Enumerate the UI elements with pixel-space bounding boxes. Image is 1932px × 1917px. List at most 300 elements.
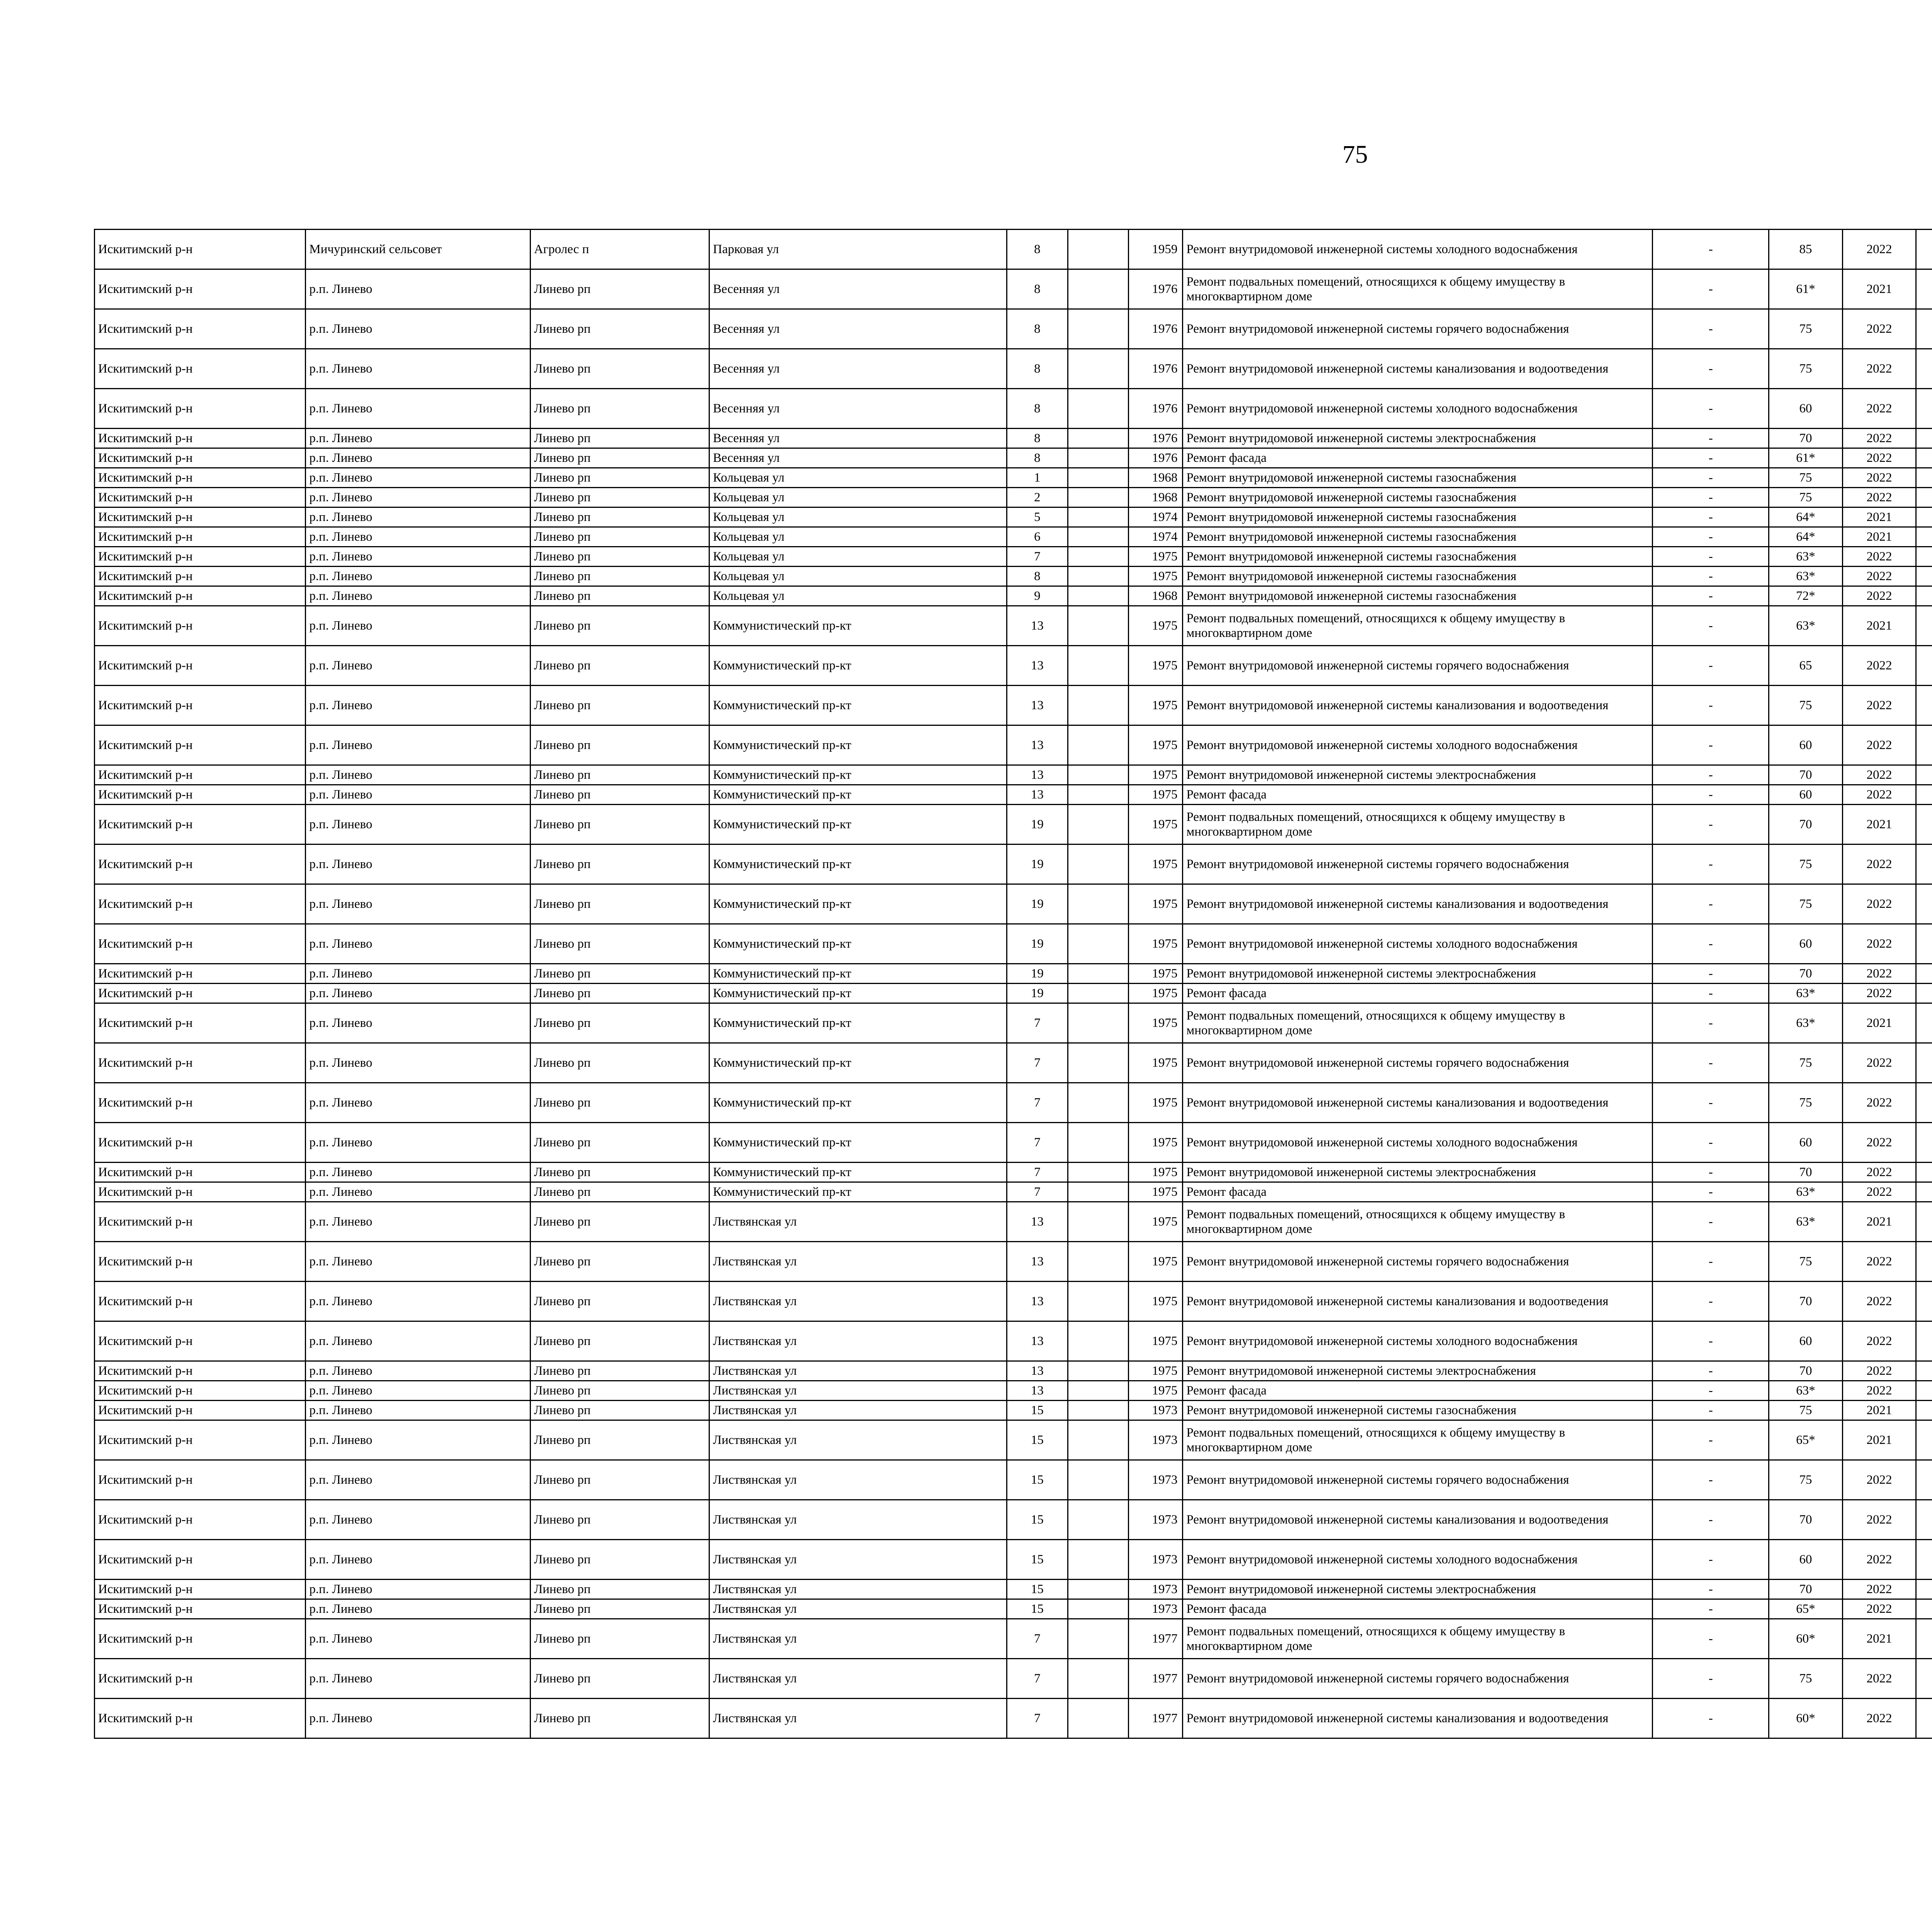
cell-house-number: 15 (1007, 1460, 1068, 1500)
cell-dash: - (1653, 448, 1769, 468)
cell-year-end (1916, 1500, 1932, 1540)
table-row (95, 785, 1932, 805)
cell-wear-percent: 70 (1769, 805, 1842, 844)
cell-dash: - (1653, 1699, 1769, 1738)
cell-house-number: 13 (1007, 1202, 1068, 1242)
cell-wear-percent: 75 (1769, 349, 1842, 389)
cell-dash: - (1653, 1202, 1769, 1242)
cell-year-end (1916, 805, 1932, 844)
cell-dash: - (1653, 586, 1769, 606)
table-row (95, 1043, 1932, 1083)
cell-district: Искитимский р-н (95, 1381, 306, 1401)
page-number: 75 (1342, 140, 1368, 169)
cell-dash: - (1653, 984, 1769, 1003)
cell-building (1068, 567, 1128, 586)
cell-year-start: 2022 (1842, 1123, 1916, 1163)
cell-municipality: р.п. Линево (306, 1420, 531, 1460)
cell-building (1068, 488, 1128, 507)
cell-work-type: Ремонт внутридомовой инженерной системы горячего водоснабжения (1183, 646, 1653, 686)
cell-year-start: 2022 (1842, 1540, 1916, 1580)
cell-settlement: Линево рп (530, 646, 709, 686)
cell-year-end (1916, 507, 1932, 527)
cell-street: Весенняя ул (709, 269, 1007, 309)
cell-year-start: 2022 (1842, 686, 1916, 725)
cell-year-start: 2022 (1842, 924, 1916, 964)
cell-street: Парковая ул (709, 230, 1007, 269)
cell-work-type: Ремонт внутридомовой инженерной системы электроснабжения (1183, 1163, 1653, 1182)
cell-building (1068, 1500, 1128, 1540)
cell-wear-percent: 60* (1769, 1619, 1842, 1659)
cell-settlement: Линево рп (530, 429, 709, 448)
cell-settlement: Линево рп (530, 448, 709, 468)
cell-wear-percent: 60 (1769, 785, 1842, 805)
cell-year-start: 2021 (1842, 1420, 1916, 1460)
cell-year-built: 1973 (1128, 1401, 1182, 1420)
cell-dash: - (1653, 1282, 1769, 1321)
cell-settlement: Линево рп (530, 1003, 709, 1043)
cell-wear-percent: 61* (1769, 448, 1842, 468)
cell-settlement: Линево рп (530, 1083, 709, 1123)
cell-district: Искитимский р-н (95, 230, 306, 269)
cell-building (1068, 984, 1128, 1003)
cell-year-built: 1973 (1128, 1540, 1182, 1580)
cell-house-number: 8 (1007, 309, 1068, 349)
cell-street: Кольцевая ул (709, 586, 1007, 606)
cell-dash: - (1653, 389, 1769, 429)
cell-building (1068, 1123, 1128, 1163)
table-row (95, 765, 1932, 785)
cell-house-number: 7 (1007, 1003, 1068, 1043)
cell-municipality: р.п. Линево (306, 547, 531, 567)
cell-dash: - (1653, 765, 1769, 785)
cell-year-start: 2022 (1842, 1580, 1916, 1599)
cell-dash: - (1653, 1083, 1769, 1123)
table-row (95, 547, 1932, 567)
cell-building (1068, 1043, 1128, 1083)
cell-settlement: Линево рп (530, 269, 709, 309)
cell-dash: - (1653, 1500, 1769, 1540)
cell-house-number: 13 (1007, 785, 1068, 805)
cell-building (1068, 586, 1128, 606)
cell-dash: - (1653, 1580, 1769, 1599)
cell-work-type: Ремонт внутридомовой инженерной системы холодного водоснабжения (1183, 725, 1653, 765)
cell-year-end (1916, 1003, 1932, 1043)
cell-building (1068, 230, 1128, 269)
cell-settlement: Линево рп (530, 1460, 709, 1500)
cell-district: Искитимский р-н (95, 1282, 306, 1321)
cell-wear-percent: 75 (1769, 1460, 1842, 1500)
cell-work-type: Ремонт внутридомовой инженерной системы электроснабжения (1183, 1580, 1653, 1599)
cell-building (1068, 725, 1128, 765)
cell-municipality: р.п. Линево (306, 1460, 531, 1500)
cell-building (1068, 1381, 1128, 1401)
cell-year-end (1916, 1202, 1932, 1242)
cell-year-end (1916, 844, 1932, 884)
cell-building (1068, 1083, 1128, 1123)
cell-municipality: р.п. Линево (306, 1321, 531, 1361)
cell-street: Коммунистический пр-кт (709, 725, 1007, 765)
cell-house-number: 9 (1007, 586, 1068, 606)
cell-work-type: Ремонт фасада (1183, 1381, 1653, 1401)
cell-municipality: р.п. Линево (306, 765, 531, 785)
cell-municipality: р.п. Линево (306, 1043, 531, 1083)
cell-wear-percent: 63* (1769, 1182, 1842, 1202)
table-row (95, 844, 1932, 884)
cell-building (1068, 1163, 1128, 1182)
cell-year-start: 2022 (1842, 884, 1916, 924)
table-row (95, 686, 1932, 725)
cell-year-end (1916, 984, 1932, 1003)
cell-year-end (1916, 448, 1932, 468)
cell-year-start: 2022 (1842, 785, 1916, 805)
cell-district: Искитимский р-н (95, 269, 306, 309)
table-row (95, 1420, 1932, 1460)
cell-wear-percent: 60 (1769, 924, 1842, 964)
cell-year-start: 2022 (1842, 964, 1916, 984)
cell-house-number: 13 (1007, 606, 1068, 646)
cell-wear-percent: 65* (1769, 1420, 1842, 1460)
cell-year-built: 1975 (1128, 1182, 1182, 1202)
cell-settlement: Линево рп (530, 924, 709, 964)
cell-year-start: 2021 (1842, 1401, 1916, 1420)
cell-work-type: Ремонт внутридомовой инженерной системы холодного водоснабжения (1183, 230, 1653, 269)
table-row (95, 349, 1932, 389)
cell-year-built: 1975 (1128, 1321, 1182, 1361)
cell-building (1068, 448, 1128, 468)
cell-work-type: Ремонт фасада (1183, 1182, 1653, 1202)
cell-year-end (1916, 924, 1932, 964)
cell-street: Кольцевая ул (709, 547, 1007, 567)
cell-settlement: Линево рп (530, 1361, 709, 1381)
cell-year-end (1916, 884, 1932, 924)
cell-year-start: 2022 (1842, 1361, 1916, 1381)
cell-street: Кольцевая ул (709, 507, 1007, 527)
cell-building (1068, 1282, 1128, 1321)
cell-district: Искитимский р-н (95, 1043, 306, 1083)
cell-wear-percent: 70 (1769, 1500, 1842, 1540)
cell-work-type: Ремонт внутридомовой инженерной системы электроснабжения (1183, 765, 1653, 785)
table-row (95, 230, 1932, 269)
cell-wear-percent: 63* (1769, 606, 1842, 646)
cell-district: Искитимский р-н (95, 844, 306, 884)
cell-year-built: 1977 (1128, 1699, 1182, 1738)
cell-settlement: Линево рп (530, 468, 709, 488)
cell-year-start: 2022 (1842, 1242, 1916, 1282)
cell-year-start: 2021 (1842, 1619, 1916, 1659)
cell-work-type: Ремонт внутридомовой инженерной системы канализования и водоотведения (1183, 1699, 1653, 1738)
cell-house-number: 15 (1007, 1401, 1068, 1420)
cell-settlement: Линево рп (530, 527, 709, 547)
cell-year-end (1916, 964, 1932, 984)
table-row (95, 468, 1932, 488)
cell-building (1068, 1202, 1128, 1242)
cell-dash: - (1653, 1182, 1769, 1202)
cell-municipality: р.п. Линево (306, 725, 531, 765)
cell-year-end (1916, 1361, 1932, 1381)
cell-wear-percent: 60 (1769, 1123, 1842, 1163)
cell-year-built: 1974 (1128, 507, 1182, 527)
cell-house-number: 19 (1007, 884, 1068, 924)
cell-house-number: 8 (1007, 429, 1068, 448)
cell-house-number: 2 (1007, 488, 1068, 507)
cell-year-start: 2022 (1842, 429, 1916, 448)
cell-building (1068, 1619, 1128, 1659)
table-row (95, 606, 1932, 646)
cell-settlement: Линево рп (530, 1242, 709, 1282)
cell-wear-percent: 75 (1769, 884, 1842, 924)
cell-street: Весенняя ул (709, 389, 1007, 429)
cell-wear-percent: 63* (1769, 1381, 1842, 1401)
cell-district: Искитимский р-н (95, 1361, 306, 1381)
table-row (95, 646, 1932, 686)
cell-dash: - (1653, 924, 1769, 964)
cell-dash: - (1653, 507, 1769, 527)
cell-municipality: р.п. Линево (306, 429, 531, 448)
table-row (95, 1659, 1932, 1699)
cell-settlement: Линево рп (530, 1580, 709, 1599)
cell-municipality: р.п. Линево (306, 1599, 531, 1619)
cell-wear-percent: 70 (1769, 765, 1842, 785)
cell-municipality: р.п. Линево (306, 884, 531, 924)
cell-building (1068, 1659, 1128, 1699)
cell-work-type: Ремонт внутридомовой инженерной системы горячего водоснабжения (1183, 1043, 1653, 1083)
cell-year-built: 1968 (1128, 586, 1182, 606)
cell-settlement: Линево рп (530, 1599, 709, 1619)
cell-house-number: 13 (1007, 1361, 1068, 1381)
cell-wear-percent: 64* (1769, 507, 1842, 527)
cell-year-end (1916, 1460, 1932, 1500)
cell-street: Коммунистический пр-кт (709, 1123, 1007, 1163)
cell-dash: - (1653, 349, 1769, 389)
cell-street: Кольцевая ул (709, 567, 1007, 586)
table-row (95, 1540, 1932, 1580)
cell-year-built: 1975 (1128, 1003, 1182, 1043)
cell-year-built: 1976 (1128, 389, 1182, 429)
cell-municipality: р.п. Линево (306, 1083, 531, 1123)
cell-district: Искитимский р-н (95, 1003, 306, 1043)
cell-dash: - (1653, 567, 1769, 586)
cell-year-end (1916, 468, 1932, 488)
cell-street: Листвянская ул (709, 1381, 1007, 1401)
cell-year-start: 2022 (1842, 448, 1916, 468)
cell-work-type: Ремонт внутридомовой инженерной системы электроснабжения (1183, 429, 1653, 448)
cell-dash: - (1653, 1619, 1769, 1659)
cell-settlement: Линево рп (530, 844, 709, 884)
cell-year-start: 2022 (1842, 1321, 1916, 1361)
cell-house-number: 15 (1007, 1580, 1068, 1599)
cell-district: Искитимский р-н (95, 1540, 306, 1580)
cell-house-number: 13 (1007, 1321, 1068, 1361)
table-row (95, 1321, 1932, 1361)
cell-district: Искитимский р-н (95, 725, 306, 765)
cell-municipality: р.п. Линево (306, 586, 531, 606)
cell-year-end (1916, 1699, 1932, 1738)
cell-settlement: Линево рп (530, 964, 709, 984)
cell-district: Искитимский р-н (95, 309, 306, 349)
cell-building (1068, 1699, 1128, 1738)
cell-work-type: Ремонт внутридомовой инженерной системы холодного водоснабжения (1183, 1321, 1653, 1361)
cell-house-number: 13 (1007, 686, 1068, 725)
cell-settlement: Линево рп (530, 507, 709, 527)
cell-municipality: р.п. Линево (306, 1381, 531, 1401)
cell-settlement: Линево рп (530, 725, 709, 765)
cell-settlement: Линево рп (530, 349, 709, 389)
cell-year-start: 2022 (1842, 230, 1916, 269)
cell-district: Искитимский р-н (95, 1619, 306, 1659)
cell-year-end (1916, 646, 1932, 686)
cell-district: Искитимский р-н (95, 765, 306, 785)
cell-street: Кольцевая ул (709, 527, 1007, 547)
cell-dash: - (1653, 429, 1769, 448)
cell-year-built: 1976 (1128, 349, 1182, 389)
cell-street: Листвянская ул (709, 1282, 1007, 1321)
cell-municipality: р.п. Линево (306, 686, 531, 725)
cell-year-start: 2022 (1842, 1460, 1916, 1500)
cell-work-type: Ремонт внутридомовой инженерной системы горячего водоснабжения (1183, 1242, 1653, 1282)
cell-street: Кольцевая ул (709, 468, 1007, 488)
cell-wear-percent: 65 (1769, 646, 1842, 686)
cell-year-end (1916, 527, 1932, 547)
cell-year-end (1916, 1123, 1932, 1163)
cell-municipality: Мичуринский сельсовет (306, 230, 531, 269)
cell-building (1068, 686, 1128, 725)
cell-year-end (1916, 586, 1932, 606)
table-row (95, 1699, 1932, 1738)
cell-year-built: 1975 (1128, 1202, 1182, 1242)
cell-street: Весенняя ул (709, 309, 1007, 349)
cell-street: Коммунистический пр-кт (709, 924, 1007, 964)
cell-year-end (1916, 1321, 1932, 1361)
cell-building (1068, 349, 1128, 389)
table-row (95, 1282, 1932, 1321)
cell-year-built: 1975 (1128, 1123, 1182, 1163)
cell-settlement: Линево рп (530, 1123, 709, 1163)
cell-dash: - (1653, 1123, 1769, 1163)
cell-year-built: 1975 (1128, 765, 1182, 785)
cell-dash: - (1653, 468, 1769, 488)
cell-year-built: 1968 (1128, 468, 1182, 488)
cell-work-type: Ремонт внутридомовой инженерной системы холодного водоснабжения (1183, 1123, 1653, 1163)
cell-work-type: Ремонт внутридомовой инженерной системы газоснабжения (1183, 527, 1653, 547)
cell-settlement: Линево рп (530, 686, 709, 725)
cell-wear-percent: 75 (1769, 1401, 1842, 1420)
cell-settlement: Линево рп (530, 1619, 709, 1659)
cell-street: Листвянская ул (709, 1580, 1007, 1599)
cell-year-built: 1975 (1128, 1282, 1182, 1321)
cell-work-type: Ремонт внутридомовой инженерной системы канализования и водоотведения (1183, 884, 1653, 924)
cell-year-end (1916, 269, 1932, 309)
table-row (95, 1401, 1932, 1420)
cell-year-end (1916, 1282, 1932, 1321)
cell-street: Весенняя ул (709, 448, 1007, 468)
cell-house-number: 19 (1007, 984, 1068, 1003)
cell-year-built: 1973 (1128, 1420, 1182, 1460)
cell-year-end (1916, 349, 1932, 389)
table-row (95, 725, 1932, 765)
cell-wear-percent: 60 (1769, 1540, 1842, 1580)
cell-district: Искитимский р-н (95, 567, 306, 586)
cell-dash: - (1653, 1361, 1769, 1381)
cell-district: Искитимский р-н (95, 1460, 306, 1500)
cell-wear-percent: 70 (1769, 1163, 1842, 1182)
cell-year-built: 1975 (1128, 1083, 1182, 1123)
cell-year-built: 1974 (1128, 527, 1182, 547)
cell-street: Листвянская ул (709, 1321, 1007, 1361)
cell-house-number: 7 (1007, 1619, 1068, 1659)
cell-house-number: 7 (1007, 1123, 1068, 1163)
cell-dash: - (1653, 1420, 1769, 1460)
cell-district: Искитимский р-н (95, 507, 306, 527)
cell-dash: - (1653, 1003, 1769, 1043)
cell-district: Искитимский р-н (95, 1123, 306, 1163)
table-body (95, 230, 1932, 1738)
cell-street: Весенняя ул (709, 429, 1007, 448)
cell-settlement: Агролес п (530, 230, 709, 269)
cell-street: Коммунистический пр-кт (709, 964, 1007, 984)
cell-house-number: 15 (1007, 1500, 1068, 1540)
cell-year-start: 2022 (1842, 646, 1916, 686)
cell-building (1068, 547, 1128, 567)
cell-street: Коммунистический пр-кт (709, 984, 1007, 1003)
cell-house-number: 7 (1007, 1182, 1068, 1202)
cell-building (1068, 527, 1128, 547)
cell-settlement: Линево рп (530, 1381, 709, 1401)
cell-year-built: 1975 (1128, 606, 1182, 646)
cell-street: Коммунистический пр-кт (709, 1003, 1007, 1043)
cell-year-built: 1975 (1128, 1043, 1182, 1083)
table-row (95, 1163, 1932, 1182)
cell-street: Листвянская ул (709, 1540, 1007, 1580)
cell-dash: - (1653, 785, 1769, 805)
cell-district: Искитимский р-н (95, 1321, 306, 1361)
cell-year-start: 2022 (1842, 1083, 1916, 1123)
cell-wear-percent: 60 (1769, 1321, 1842, 1361)
cell-year-end (1916, 1540, 1932, 1580)
table-row (95, 269, 1932, 309)
cell-municipality: р.п. Линево (306, 567, 531, 586)
cell-street: Листвянская ул (709, 1202, 1007, 1242)
cell-building (1068, 924, 1128, 964)
cell-year-end (1916, 785, 1932, 805)
table-row (95, 1361, 1932, 1381)
cell-municipality: р.п. Линево (306, 1123, 531, 1163)
cell-wear-percent: 64* (1769, 527, 1842, 547)
cell-dash: - (1653, 1401, 1769, 1420)
cell-house-number: 8 (1007, 230, 1068, 269)
cell-year-end (1916, 309, 1932, 349)
cell-building (1068, 1540, 1128, 1580)
cell-work-type: Ремонт внутридомовой инженерной системы горячего водоснабжения (1183, 1460, 1653, 1500)
cell-work-type: Ремонт внутридомовой инженерной системы горячего водоснабжения (1183, 309, 1653, 349)
cell-year-built: 1975 (1128, 785, 1182, 805)
cell-district: Искитимский р-н (95, 964, 306, 984)
cell-wear-percent: 70 (1769, 1580, 1842, 1599)
cell-street: Листвянская ул (709, 1619, 1007, 1659)
cell-year-start: 2022 (1842, 1182, 1916, 1202)
cell-building (1068, 646, 1128, 686)
cell-house-number: 7 (1007, 547, 1068, 567)
cell-district: Искитимский р-н (95, 606, 306, 646)
cell-year-start: 2022 (1842, 1599, 1916, 1619)
table-row (95, 1599, 1932, 1619)
cell-year-built: 1968 (1128, 488, 1182, 507)
cell-year-start: 2021 (1842, 527, 1916, 547)
cell-year-built: 1975 (1128, 1163, 1182, 1182)
cell-settlement: Линево рп (530, 567, 709, 586)
cell-district: Искитимский р-н (95, 1659, 306, 1699)
cell-year-built: 1975 (1128, 844, 1182, 884)
cell-building (1068, 1242, 1128, 1282)
